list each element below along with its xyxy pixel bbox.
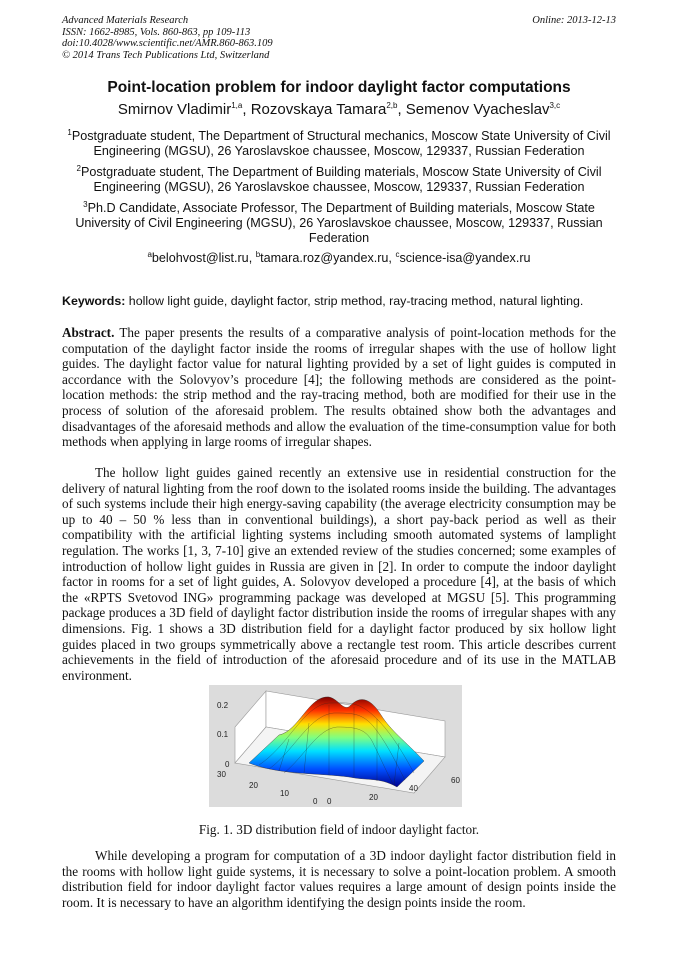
x-tick-label: 60 [451,776,460,785]
x-tick-label: 20 [369,793,378,802]
keywords-text: hollow light guide, daylight factor, strip method, ray-tracing method, natural lighting. [125,294,584,308]
abstract [62,325,616,450]
y-tick-label: 30 [217,770,226,779]
email-link[interactable]: belohvost@list.ru, [151,251,256,265]
author-name: Semenov Vyacheslav [405,101,550,118]
affiliation-text: Ph.D Candidate, Associate Professor, The Department of Building materials, Moscow State University of Civil Engineering (MGSU), 26 Yaroslavskoe chaussee, Moscow, 129337, Russian Federation [75,201,603,245]
body-paragraph-2: While developing a program for computation of a 3D indoor daylight factor distribution field in the rooms with hollow light guide systems, it is necessary to solve a point-location problem. A smooth distribution field for indoor daylight factor values requires a large amount of design points inside the room. It is necessary to have an algorithm identifying the design points inside the room. [62,848,616,910]
abstract-label: Abstract. [62,325,115,340]
keywords [62,294,616,308]
y-tick-label: 20 [249,781,258,790]
x-tick-label: 0 [327,797,332,806]
body-paragraph-1: The hollow light guides gained recently an extensive use in residential construction for the delivery of natural lighting from the roof down to the isolated rooms inside the building. The advantages of such systems include their high energy-saving capability (the average electricity consumption may be up to 40 – 50 % less than in conventional buildings), a short pay-back period as well as their compatibility with the artificial lighting systems including smooth automated systems of lamplight regulation. The works [1, 3, 7-10] give an extended review of the studies concerned; some examples of introduction of hollow light guides in Russia are given in [2]. In order to compute the indoor daylight factor in rooms for a set of light guides, A. Solovyov developed a procedure [4], at the basis of which the «RPTS Svetovod ING» programming package was developed at MGSU [5]. This programming package produces a 3D field of daylight factor distribution inside the rooms of irregular shapes with any dimensions. Fig. 1 shows a 3D distribution field for a daylight factor produced by six hollow light guides placed in two groups symmetrically above a rectangle test room. This article describes current achievements in the field of introduction of the aforesaid procedure and of its use in the MATLAB environment. [62,465,616,683]
keywords-label: Keywords: [62,294,126,308]
affiliation-sup: 2 [76,163,81,173]
affiliation-3 [62,201,616,246]
abstract-text: The paper presents the results of a comparative analysis of point-location methods for the computation of the daylight factor inside the rooms of irregular shapes with the use of hollow light guides. The daylight factor value for natural lighting provided by a set of light guides is computed in accordance with the Solovyov’s procedure [4]; the following methods are considered as the point-location methods: the strip method and the ray-tracing method, both are modified for their use in the process of solution of the aforesaid problem. The results obtained show both the advantages and disadvantages of the aforesaid methods and allow the evaluation of the time-consumption value for both methods when applying in large rooms of irregular shapes. [62,325,616,450]
y-tick-label: 0 [313,797,318,806]
affiliation-sup: 3 [83,199,88,209]
author-sup: 2,b [386,101,398,110]
journal-doi: doi:10.4028/www.scientific.net/AMR.860-863.109 [62,38,273,49]
email-link[interactable]: tamara.roz@yandex.ru, [260,251,396,265]
email-link[interactable]: science-isa@yandex.ru [399,251,531,265]
z-tick-label: 0 [225,760,230,769]
x-tick-label: 40 [409,784,418,793]
journal-issn: ISSN: 1662-8985, Vols. 860-863, pp 109-113 [62,26,251,38]
author-name: Smirnov Vladimir [117,101,232,118]
figure-caption: Fig. 1. 3D distribution field of indoor daylight factor. [198,822,480,837]
y-tick-label: 10 [280,789,289,798]
email-sup: a [147,249,152,259]
email-sup: b [255,249,261,259]
author-list [40,101,638,118]
email-line [62,251,616,266]
paper-title: Point-location problem for indoor daylight factor computations [107,79,571,96]
journal-name: Advanced Materials Research [62,15,189,26]
online-date: Online: 2013-12-13 [532,15,616,26]
affiliation-sup: 1 [67,127,72,137]
z-tick-label: 0.1 [217,730,229,739]
affiliation-text: Postgraduate student, The Department of Building materials, Moscow State University of Civil Engineering (MGSU), 26 Yaroslavskoe chaussee, Moscow, 129337, Russian Federation [80,165,602,194]
author-sup: 3,c [549,101,561,110]
journal-copyright: © 2014 Trans Tech Publications Ltd, Switzerland [62,49,270,61]
journal-header [62,15,616,61]
affiliation-1 [62,129,616,159]
surface-plot [209,685,462,807]
author-sup: 1,a [231,101,243,110]
figure-3d-surface [209,685,462,807]
affiliation-text: Postgraduate student, The Department of Structural mechanics, Moscow State University of Civil Engineering (MGSU), 26 Yaroslavskoe chaussee, Moscow, 129337, Russian Federation [71,129,611,158]
author-sep: , [242,101,251,118]
author-name: Rozovskaya Tamara [250,101,387,118]
z-tick-label: 0.2 [217,701,229,710]
email-sup: c [395,249,400,259]
affiliation-2 [62,165,616,195]
author-sep: , [397,101,406,118]
